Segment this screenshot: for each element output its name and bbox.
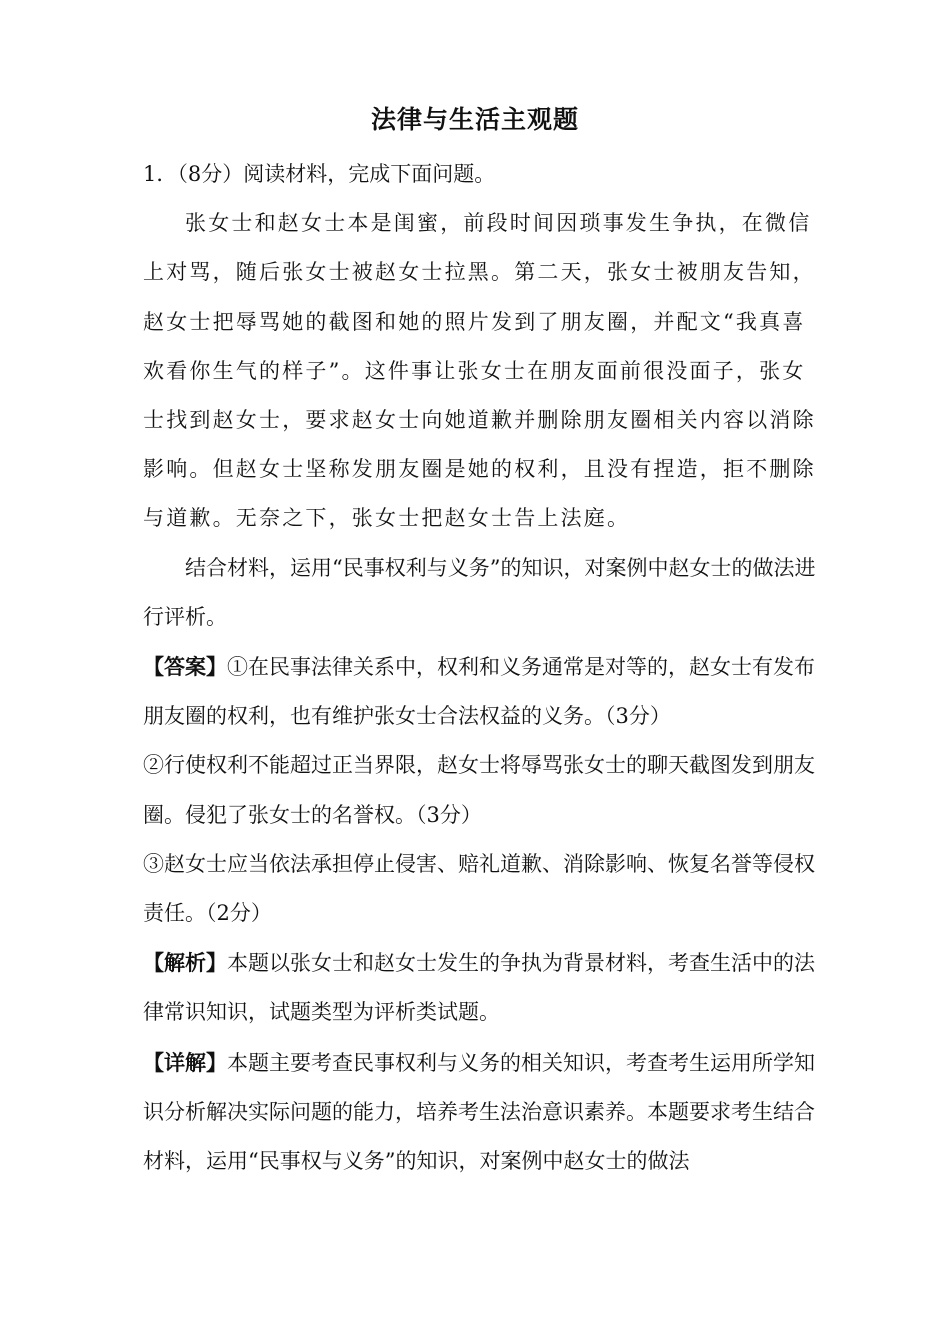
question-material: 张女士和赵女士本是闺蜜，前段时间因琐事发生争执，在微信上对骂，随后张女士被赵女士拉黑。第二天，张女士被朋友告知，赵女士把辱骂她的截图和她的照片发到了朋友圈，并配文“我真喜欢看你生气的样子”。这件事让张女士在朋友面前很没面子，张女士找到赵女士，要求赵女士向她道歉并删除朋友圈相关内容以消除影响。但赵女士坚称发朋友圈是她的权利，且没有捏造，拒不删除与道歉。无奈之下，张女士把赵女士告上法庭。 <box>143 211 816 531</box>
analysis-paragraph <box>143 938 823 1037</box>
answer-label: 【答案】 <box>143 654 227 680</box>
document-title: 法律与生活主观题 <box>370 105 579 134</box>
question-number: 1． <box>143 162 178 186</box>
answer-point-1: ①在民事法律关系中，权利和义务通常是对等的，赵女士有发布朋友圈的权利，也有维护张女士合法权益的义务。（3分） <box>143 655 815 729</box>
detail-label: 【详解】 <box>143 1049 227 1075</box>
question-prompt: 结合材料，运用“民事权利与义务”的知识，对案例中赵女士的做法进行评析。 <box>143 555 816 629</box>
detail-paragraph <box>143 1038 823 1187</box>
analysis-text: 本题以张女士和赵女士发生的争执为背景材料，考查生活中的法律常识知识，试题类型为评析类试题。 <box>143 951 815 1025</box>
document-body <box>143 150 823 1186</box>
analysis-label: 【解析】 <box>143 950 227 976</box>
question-points: （8分） <box>177 162 244 186</box>
question-instruction: 阅读材料，完成下面问题。 <box>243 162 496 186</box>
answer-point-1-paragraph <box>143 642 823 741</box>
question-header <box>143 150 823 199</box>
detail-text: 本题主要考查民事权利与义务的相关知识，考查考生运用所学知识分析解决实际问题的能力，培养考生法治意识素养。本题要求考生结合材料，运用“民事权与义务”的知识，对案例中赵女士的做法 <box>143 1050 815 1174</box>
answer-point-2: ②行使权利不能超过正当界限，赵女士将辱骂张女士的聊天截图发到朋友圈。侵犯了张女士的名誉权。（3分） <box>143 753 815 827</box>
answer-point-3: ③赵女士应当依法承担停止侵害、赔礼道歉、消除影响、恢复名誉等侵权责任。（2分） <box>143 851 815 926</box>
